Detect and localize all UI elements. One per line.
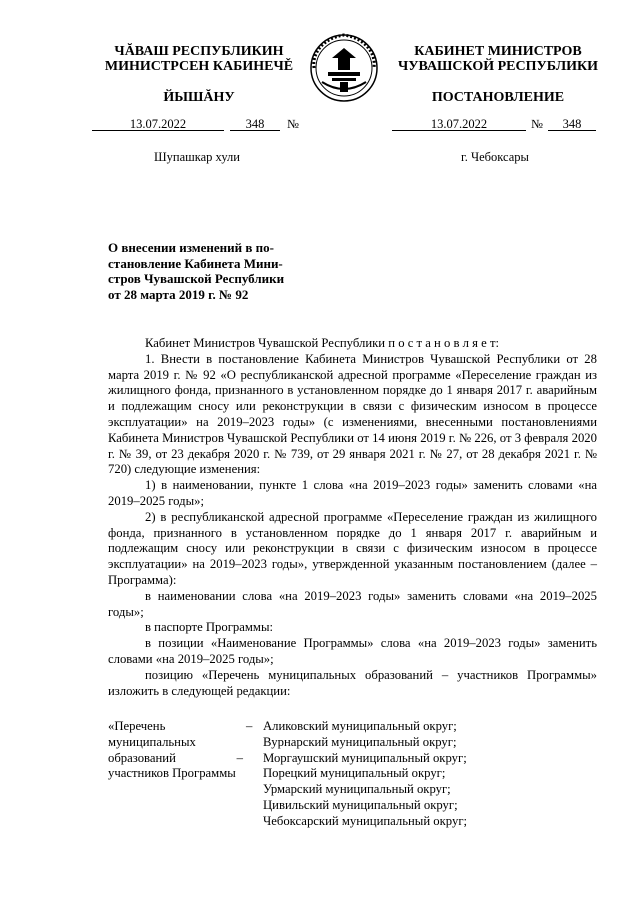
header-left-type: ЙЫШĂНУ: [163, 90, 235, 105]
title-line2: становление Кабинета Мини-: [108, 255, 283, 271]
paragraph-4: 2) в республиканской адресной программе «Переселение граждан из жилищного фонда, признанного в установленном порядке до 1 января 2017 г. аварийным и подлежащим сносу или реконструкции в связи с физическим износом в процессе эксплуатации» на 2019–2023 годы», утвержденной указанным постановлением (далее – Программа):: [108, 509, 597, 587]
left-date: 13.07.2022: [129, 117, 187, 131]
header-right-line2: ЧУВАШСКОЙ РЕСПУБЛИКИ: [397, 59, 599, 74]
right-city: г. Чебоксары: [461, 150, 529, 164]
title-line1: О внесении изменений в по-: [108, 240, 274, 255]
list-item: Чебоксарский муниципальный округ;: [263, 813, 468, 828]
paragraph-1: Кабинет Министров Чувашской Республики п о с т а н о в л я е т:: [145, 336, 500, 350]
document-body: [108, 336, 597, 699]
document-title: [108, 240, 308, 302]
list-item: Аликовский муниципальный округ;: [263, 719, 457, 733]
paragraph-6: в паспорте Программы:: [145, 620, 274, 635]
right-number-sign: №: [531, 117, 543, 131]
title-line4: от 28 марта 2019 г. № 92: [108, 286, 249, 302]
list-item: Урмарский муниципальный округ;: [263, 782, 451, 797]
paragraph-8: позицию «Перечень муниципальных образований – участников Программы» изложить в следующей редакции:: [108, 667, 597, 698]
paragraph-3: 1) в наименовании, пункте 1 слова «на 2019–2023 годы» заменить словами «на 2019–2025 годы»;: [108, 478, 597, 508]
list-item: Моргаушский муниципальный округ;: [263, 750, 467, 765]
left-city: Шупашкар хули: [154, 150, 240, 164]
paragraph-7: в позиции «Наименование Программы» слова «на 2019–2023 годы» заменить словами «на 2019–2025 годы»;: [108, 636, 597, 666]
left-number-sign: №: [287, 117, 299, 131]
list-item: Вурнарский муниципальный округ;: [263, 734, 457, 749]
paragraph-2: 1. Внести в постановление Кабинета Министров Чувашской Республики от 28 марта 2019 г. № 92 «О республиканской адресной программе «Переселение граждан из жилищного фонда, признанного в установленном порядке до 1 января 2017 г. аварийным и подлежащим сносу или реконструкции в связи с физическим износом в процессе эксплуатации» на 2019–2023 годы» (с изменениями, внесенными постановлениями Кабинета Министров Чувашской Республики от 14 июня 2019 г. № 226, от 3 февраля 2020 г. № 39, от 23 декабря 2020 г. № 739, от 29 января 2021 г. № 27, от 28 декабря 2021 г. № 720) следующие изменения:: [108, 351, 597, 477]
left-number: 348: [245, 117, 265, 131]
table-left-cell: «Перечень муниципальных образований – участников Программы: [108, 719, 243, 781]
list-item: Порецкий муниципальный округ;: [263, 766, 446, 781]
header-right-org: [388, 44, 608, 74]
right-number: 348: [562, 117, 582, 131]
header-right-line1: КАБИНЕТ МИНИСТРОВ: [414, 44, 582, 59]
header-right-type: ПОСТАНОВЛЕНИЕ: [431, 90, 565, 105]
table-items: [263, 719, 593, 830]
header-left-org: [90, 44, 308, 74]
title-line3: стров Чувашской Республики: [108, 271, 285, 286]
coat-of-arms-icon: [302, 30, 386, 106]
list-item: Цивильский муниципальный округ;: [263, 797, 458, 812]
table-dash: –: [246, 719, 253, 733]
right-date: 13.07.2022: [430, 117, 488, 131]
header-left-line2: МИНИСТРСЕН КАБИНЕЧĚ: [104, 59, 294, 74]
paragraph-5: в наименовании слова «на 2019–2023 годы» заменить словами «на 2019–2025 годы»;: [108, 588, 597, 619]
header-left-line1: ЧĂВАШ РЕСПУБЛИКИН: [114, 44, 284, 59]
